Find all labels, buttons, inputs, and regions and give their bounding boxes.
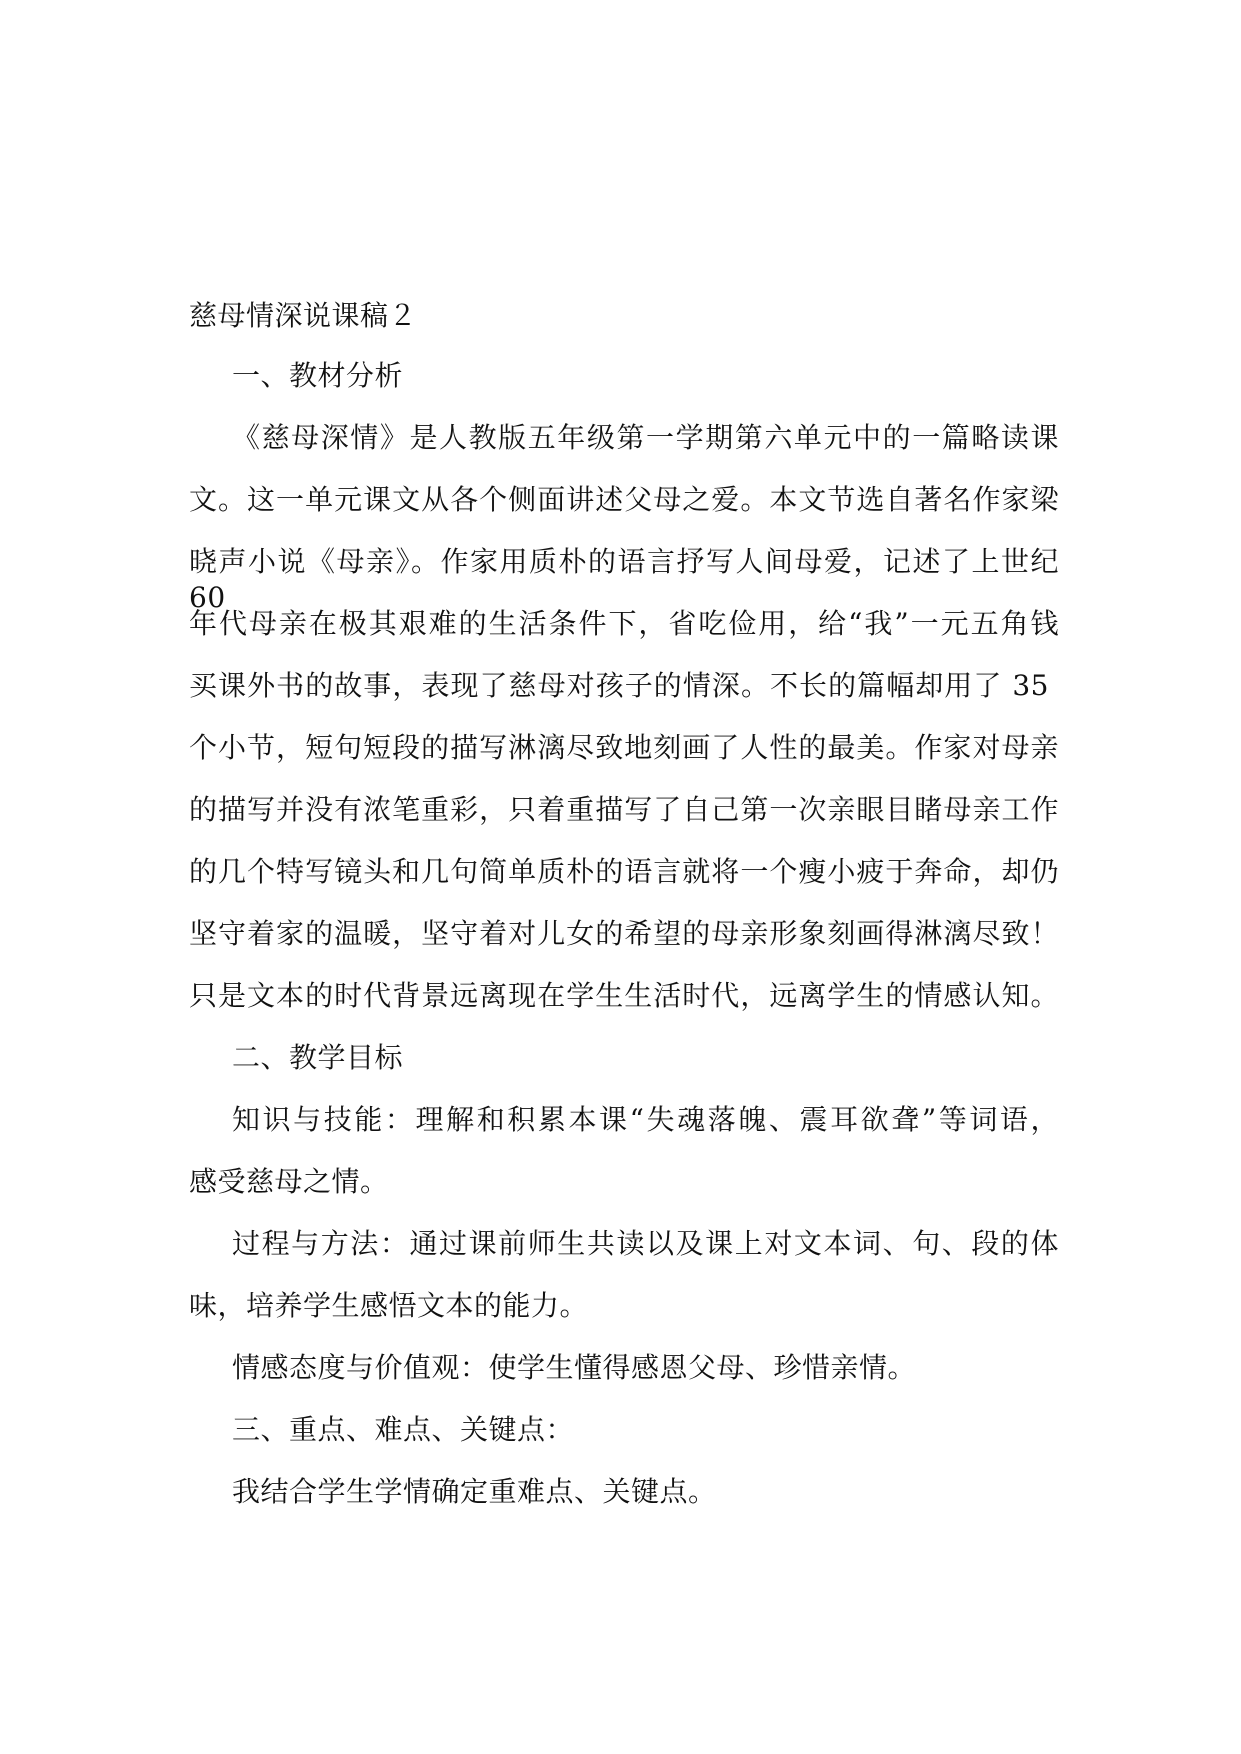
paragraph-line-10: 只是文本的时代背景远离现在学生生活时代，远离学生的情感认知。 bbox=[189, 979, 1059, 1012]
knowledge-line-2: 感受慈母之情。 bbox=[189, 1165, 389, 1198]
knowledge-line-1: 知识与技能：理解和积累本课“失魂落魄、震耳欲聋”等词语， bbox=[232, 1103, 1059, 1136]
paragraph-line-1: 《慈母深情》是人教版五年级第一学期第六单元中的一篇略读课 bbox=[232, 421, 1059, 454]
process-line-1: 过程与方法：通过课前师生共读以及课上对文本词、句、段的体 bbox=[232, 1227, 1059, 1260]
paragraph-line-5: 买课外书的故事，表现了慈母对孩子的情深。不长的篇幅却用了 35 bbox=[189, 669, 1049, 702]
paragraph-line-4: 年代母亲在极其艰难的生活条件下，省吃俭用，给“我”一元五角钱 bbox=[189, 607, 1059, 640]
section-heading-1: 一、教材分析 bbox=[232, 359, 404, 392]
paragraph-line-6: 个小节，短句短段的描写淋漓尽致地刻画了人性的最美。作家对母亲 bbox=[189, 731, 1059, 764]
process-line-2: 味，培养学生感悟文本的能力。 bbox=[189, 1289, 589, 1322]
emotion-goal-line: 情感态度与价值观：使学生懂得感恩父母、珍惜亲情。 bbox=[232, 1351, 917, 1384]
key-points-line: 我结合学生学情确定重难点、关键点。 bbox=[232, 1475, 717, 1508]
paragraph-line-3: 晓声小说《母亲》。作家用质朴的语言抒写人间母爱，记述了上世纪 60 bbox=[189, 545, 1059, 614]
paragraph-line-2: 文。这一单元课文从各个侧面讲述父母之爱。本文节选自著名作家梁 bbox=[189, 483, 1059, 516]
section-heading-2: 二、教学目标 bbox=[232, 1041, 404, 1074]
paragraph-line-8: 的几个特写镜头和几句简单质朴的语言就将一个瘦小疲于奔命，却仍 bbox=[189, 855, 1059, 888]
section-heading-3: 三、重点、难点、关键点： bbox=[232, 1413, 575, 1446]
document-title: 慈母情深说课稿２ bbox=[189, 299, 418, 332]
paragraph-line-7: 的描写并没有浓笔重彩，只着重描写了自己第一次亲眼目睹母亲工作 bbox=[189, 793, 1059, 826]
paragraph-line-9: 坚守着家的温暖，坚守着对儿女的希望的母亲形象刻画得淋漓尽致！ bbox=[189, 917, 1059, 950]
